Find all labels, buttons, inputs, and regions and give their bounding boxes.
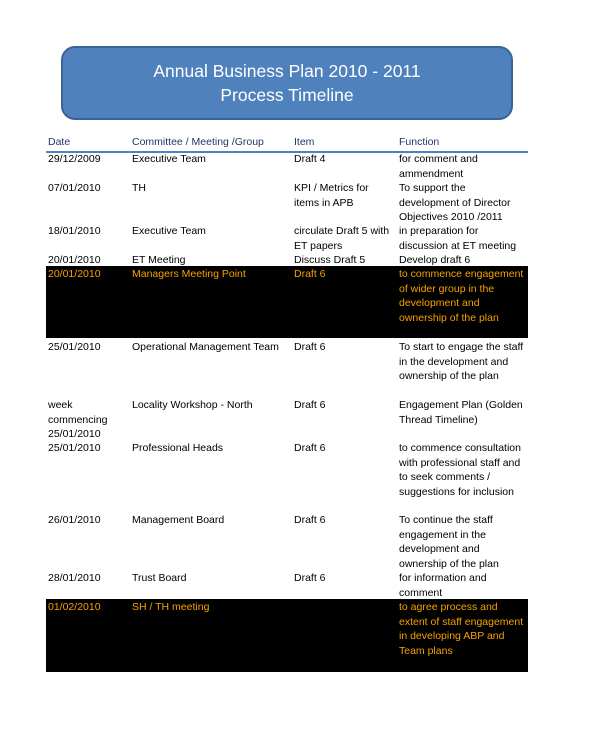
table-row — [46, 151, 528, 180]
table-row — [46, 397, 528, 440]
table-row — [46, 252, 528, 266]
cell-item: Draft 6 — [294, 399, 326, 411]
table-row — [46, 440, 528, 512]
cell-date: 18/01/2010 — [48, 225, 101, 237]
cell-function: To support the development of Director Objectives 2010 /2011 — [399, 182, 511, 223]
cell-date: 07/01/2010 — [48, 182, 101, 194]
cell-committee: SH / TH meeting — [132, 601, 210, 613]
cell-item: circulate Draft 5 with ET papers — [294, 225, 390, 252]
cell-item: Draft 6 — [294, 514, 326, 526]
cell-committee: Management Board — [132, 514, 225, 526]
cell-function: To start to engage the staff in the development and ownership of the plan — [399, 341, 524, 382]
cell-date: 26/01/2010 — [48, 514, 101, 526]
cell-date: 25/01/2010 — [48, 442, 101, 454]
title-line-2: Process Timeline — [220, 85, 354, 105]
cell-committee: Executive Team — [132, 225, 206, 237]
cell-function: to commence consultation with professional staff and to seek comments / suggestions for inclusion — [399, 442, 521, 498]
cell-function: Develop draft 6 — [399, 254, 471, 266]
cell-item: Draft 4 — [294, 153, 326, 165]
cell-committee: Managers Meeting Point — [132, 268, 246, 280]
cell-item: Draft 6 — [294, 341, 326, 353]
header-committee: Committee / Meeting /Group — [132, 136, 264, 148]
table-row — [46, 339, 528, 397]
table-row — [46, 180, 528, 223]
cell-date: 20/01/2010 — [48, 254, 101, 266]
cell-committee: Professional Heads — [132, 442, 224, 454]
cell-function: for information and comment — [399, 572, 487, 599]
cell-committee: ET Meeting — [132, 254, 186, 266]
header-function: Function — [399, 136, 440, 148]
table-row-highlighted — [46, 599, 528, 672]
cell-function: to agree process and extent of staff engagement in developing ABP and Team plans — [399, 601, 524, 657]
cell-committee: Operational Management Team — [132, 341, 279, 353]
cell-committee: Locality Workshop - North — [132, 399, 253, 411]
cell-date: 01/02/2010 — [48, 601, 101, 613]
cell-committee: Executive Team — [132, 153, 206, 165]
cell-function: to commence engagement of wider group in the development and ownership of the plan — [399, 268, 524, 324]
cell-date: 25/01/2010 — [48, 341, 101, 353]
table-row — [46, 512, 528, 570]
cell-item: Discuss Draft 5 — [294, 254, 366, 266]
title-banner — [61, 46, 513, 120]
cell-date: 29/12/2009 — [48, 153, 101, 165]
cell-date: 28/01/2010 — [48, 572, 101, 584]
cell-function: Engagement Plan (Golden Thread Timeline) — [399, 399, 523, 426]
table-row-highlighted — [46, 266, 528, 338]
cell-function: To continue the staff engagement in the development and ownership of the plan — [399, 514, 499, 570]
table-row — [46, 570, 528, 599]
cell-item: Draft 6 — [294, 572, 326, 584]
cell-item: Draft 6 — [294, 268, 326, 280]
cell-date: week commencing 25/01/2010 — [48, 399, 108, 440]
cell-date: 20/01/2010 — [48, 268, 101, 280]
cell-function: for comment and ammendment — [399, 153, 478, 180]
header-date: Date — [48, 136, 71, 148]
cell-item: Draft 6 — [294, 442, 326, 454]
cell-committee: Trust Board — [132, 572, 187, 584]
cell-committee: TH — [132, 182, 146, 194]
header-item: Item — [294, 136, 315, 148]
table-row — [46, 223, 528, 252]
title-line-1: Annual Business Plan 2010 - 2011 — [153, 61, 421, 81]
cell-item: KPI / Metrics for items in APB — [294, 182, 369, 209]
cell-function: in preparation for discussion at ET meeting — [399, 225, 517, 252]
